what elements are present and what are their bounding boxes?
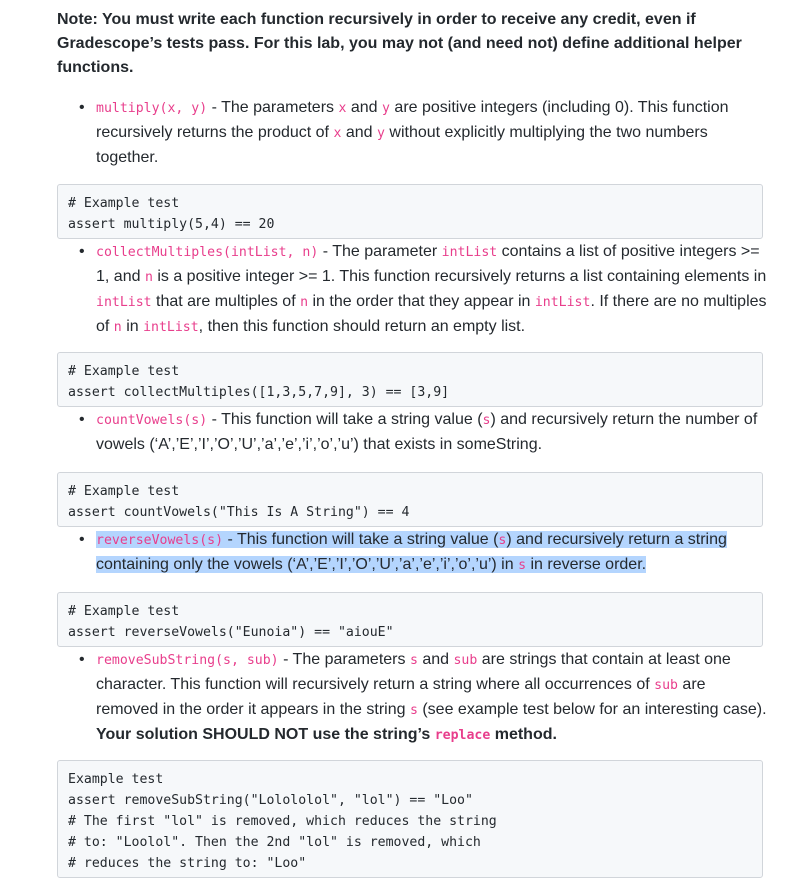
code-line: # reduces the string to: "Loo": [68, 856, 307, 871]
description-text: ) and recursively return the number of vowels (‘A’,’E’,’I’,’O’,’U’,’a’,’e’,’i’,’o’,’u’) that exists in someString.: [96, 411, 758, 453]
inline-code: s: [498, 533, 507, 548]
inline-code: n: [300, 295, 309, 310]
inline-code: n: [144, 270, 153, 285]
code-line: # Example test: [68, 196, 180, 211]
code-line: Example test: [68, 772, 164, 787]
list-item-removesubstring: [79, 648, 768, 748]
code-line: # to: "Loolol". Then the 2nd "lol" is removed, which: [68, 835, 481, 850]
bullet: •: [79, 243, 85, 260]
code-line: # Example test: [68, 484, 180, 499]
list-item-countvowels: [79, 408, 768, 457]
inline-code: sub: [453, 653, 478, 668]
inline-code: s: [409, 653, 418, 668]
inline-code: intList: [96, 295, 152, 310]
description-text: are positive integers (including 0). This function recursively returns the product of: [96, 99, 729, 141]
description-text: , then this function should return an empty list.: [198, 318, 526, 335]
description-text: (see example test below for an interesting case).: [417, 701, 767, 718]
bullet: •: [79, 651, 85, 668]
code-line: # Example test: [68, 604, 180, 619]
list-item-collectmultiples: [79, 240, 768, 340]
function-signature: multiply(x, y): [96, 101, 208, 116]
inline-code: n: [113, 320, 122, 335]
code-line: assert countVowels("This Is A String") == 4: [68, 505, 410, 520]
description-text: - The parameters: [278, 651, 410, 668]
list-item-multiply: [79, 96, 768, 170]
description-text: in the order that they appear in: [308, 293, 535, 310]
note-text: Note: You must write each function recursively in order to receive any credit, even if Gradescope’s tests pass. For this lab, you may not (and need not) define additional helper functions.: [57, 11, 742, 76]
description-text: is a positive integer >= 1. This function recursively returns a list containing elements in: [152, 268, 767, 285]
code-line: # Example test: [68, 364, 180, 379]
description-text: - The parameters: [207, 99, 339, 116]
inline-code: sub: [654, 678, 678, 693]
description-text: that are multiples of: [151, 293, 301, 310]
code-block-multiply: [57, 184, 763, 239]
description-text: - This function will take a string value (: [207, 411, 483, 428]
description-text: are strings that contain at least one character. This function will recursively return a string where all occurrences of: [96, 651, 731, 693]
inline-code: intList: [143, 320, 199, 335]
description-text: - The parameter: [318, 243, 442, 260]
warning-text: method.: [490, 726, 557, 743]
inline-code: intList: [441, 245, 498, 260]
code-block-removesubstring: [57, 760, 763, 878]
list-item-reversevowels: [79, 528, 768, 578]
description-text: ) and recursively return a string containing only the vowels (‘A’,’E’,’I’,’O’,’U’,’a’,’e’,’i’,’o’,’u’) in: [96, 531, 727, 573]
inline-code: x: [338, 101, 347, 116]
inline-code: replace: [434, 728, 491, 743]
description-text: and: [341, 124, 377, 141]
description-text: are removed in the order it appears in the string: [96, 676, 706, 718]
description-text: without explicitly multiplying the two numbers together.: [96, 124, 708, 166]
description-text: - This function will take a string value (: [223, 531, 499, 548]
bullet: •: [79, 411, 85, 428]
text-selection-highlight[interactable]: [96, 531, 727, 573]
function-signature: collectMultiples(intList, n): [96, 245, 319, 260]
code-line: # The first "lol" is removed, which reduces the string: [68, 814, 497, 829]
inline-code: intList: [534, 295, 591, 310]
code-line: assert reverseVowels("Eunoia") == "aiouE": [68, 625, 394, 640]
bullet: •: [79, 531, 85, 548]
inline-code: y: [376, 126, 385, 141]
code-line: assert removeSubString("Lolololol", "lol") == "Loo": [68, 793, 473, 808]
code-line: assert multiply(5,4) == 20: [68, 217, 275, 232]
description-text: in: [121, 318, 144, 335]
inline-code: x: [333, 126, 342, 141]
bullet: •: [79, 99, 85, 116]
description-text: and: [417, 651, 454, 668]
description-text: . If there are no multiples of: [96, 293, 767, 335]
inline-code: y: [382, 101, 390, 116]
code-block-collectmultiples: [57, 352, 763, 407]
function-signature: reverseVowels(s): [96, 533, 224, 548]
function-signature: removeSubString(s, sub): [96, 653, 279, 668]
function-signature: countVowels(s): [96, 413, 208, 428]
code-line: assert collectMultiples([1,3,5,7,9], 3) == [3,9]: [68, 385, 450, 400]
note-paragraph: [57, 8, 777, 80]
code-block-reversevowels: [57, 592, 763, 647]
inline-code: s: [482, 413, 491, 428]
description-text: in reverse order.: [526, 556, 647, 573]
description-text: contains a list of positive integers >= 1, and: [96, 243, 760, 285]
warning-text: Your solution SHOULD NOT use the string’s: [96, 726, 435, 743]
inline-code: s: [518, 558, 527, 573]
inline-code: s: [409, 703, 418, 718]
description-text: and: [346, 99, 383, 116]
code-block-countvowels: [57, 472, 763, 527]
